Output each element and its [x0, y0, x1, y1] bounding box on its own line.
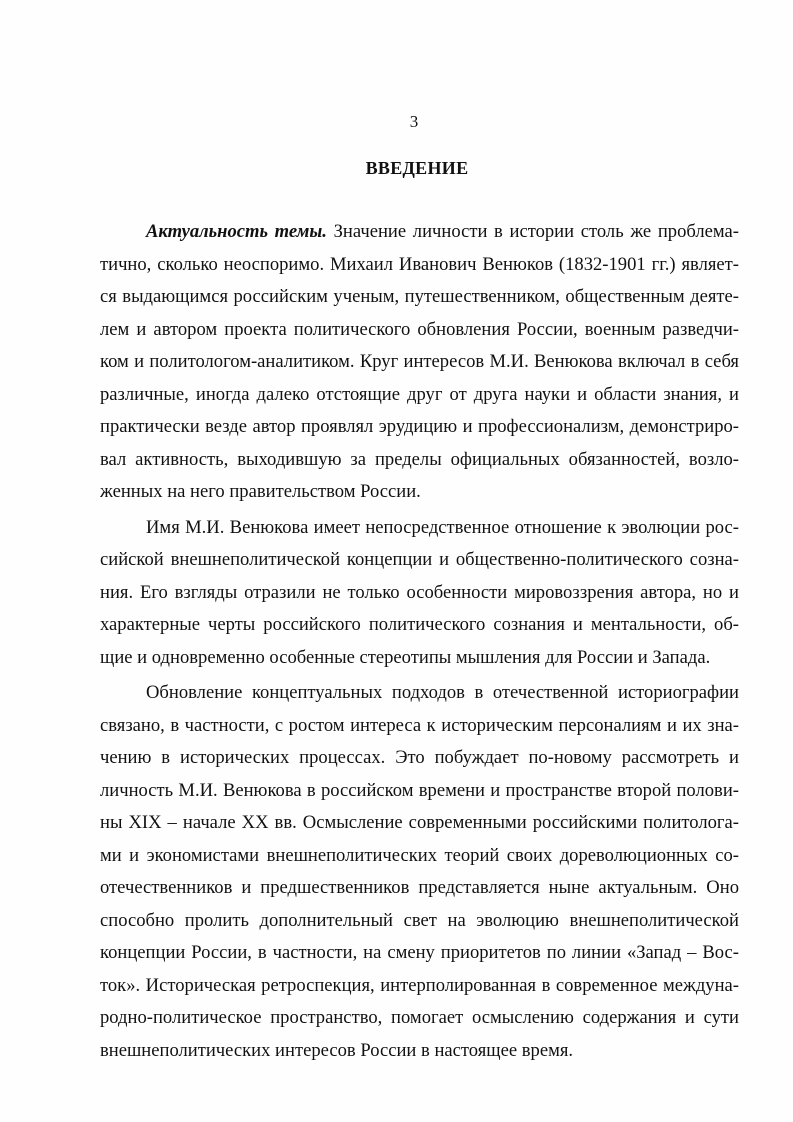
- page-number: 3: [409, 112, 419, 131]
- paragraph-2: [100, 512, 739, 675]
- paragraph-text: Имя М.И. Венюкова имеет непосредственное отношение к эволюции российской внешнеполитической концепции и общественно-политического сознания. Его взгляды отразили не только особенности мировоззрения автора, но и характерные черты российского политического сознания и ментальности, общие и одновременно особенные стереотипы мышления для России и Запада.: [100, 516, 739, 668]
- paragraph-3: [100, 677, 739, 1067]
- section-heading: ВВЕДЕНИЕ: [365, 158, 469, 178]
- paragraph-1: [100, 216, 739, 509]
- paragraph-lead: Актуальность темы.: [146, 221, 327, 242]
- body-text: [100, 216, 739, 1067]
- paragraph-text: Обновление концептуальных подходов в отечественной историографии связано, в частности, с ростом интереса к историческим персоналиям и их значению в исторических процессах. Это побуждает по-новому рассмотреть и личность М.И. Венюкова в российском времени и пространстве второй половины XIX – начале XX вв. Осмысление современными российскими политологами и экономистами внешнеполитических теорий своих дореволюционных соотечественников и предшественников представляется ныне актуальным. Оно способно пролить дополнительный свет на эволюцию внешнеполитической концепции России, в частности, на смену приоритетов по линии «Запад – Восток». Историческая ретроспекция, интерполированная в современное международно-политическое пространство, помогает осмыслению содержания и сути внешнеполитических интересов России в настоящее время.: [100, 682, 739, 1061]
- paragraph-text: Значение личности в истории столь же проблематично, сколько неоспоримо. Михаил Иванович Венюков (1832-1901 гг.) является выдающимся российским ученым, путешественником, общественным деятелем и автором проекта политического обновления России, военным разведчиком и политологом-аналитиком. Круг интересов М.И. Венюкова включал в себя различные, иногда далеко отстоящие друг от друга науки и области знания, и практически везде автор проявлял эрудицию и профессионализм, демонстрировал активность, выходившую за пределы официальных обязанностей, возложенных на него правительством России.: [100, 221, 739, 502]
